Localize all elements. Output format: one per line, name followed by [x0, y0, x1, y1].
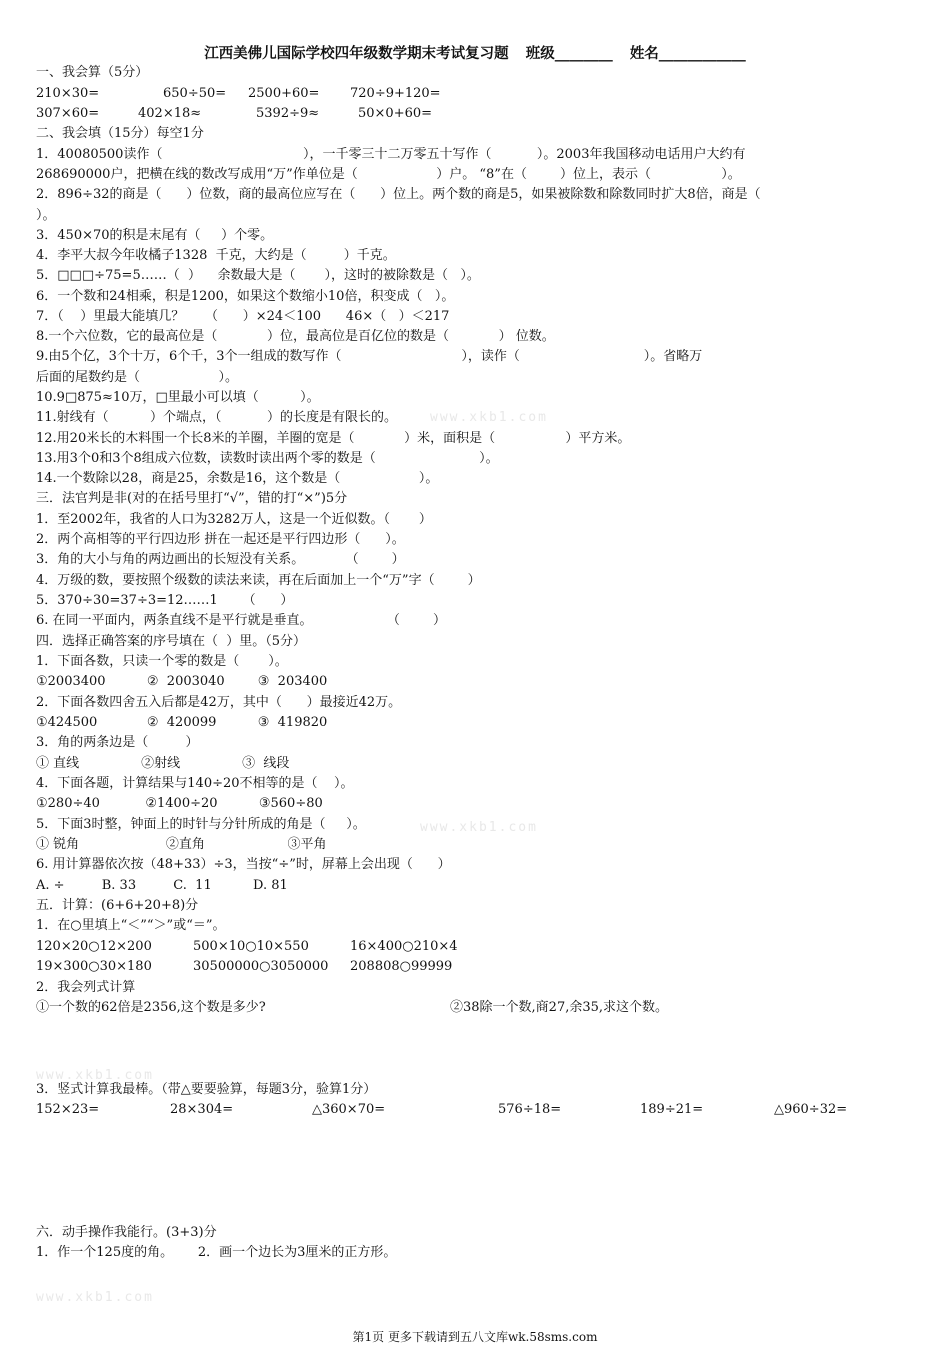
- choice-options: ① 锐角 ②直角 ③平角: [36, 837, 327, 852]
- vertical-calc-item: △360×70=: [312, 1102, 386, 1117]
- fill-question: 268690000户，把横在线的数改写成用“万”作单位是（ ）户。 “8”在（ ）位上，表示（ ）。: [36, 167, 741, 182]
- judge-question: 5．370÷30=37÷3=12……1 （ ）: [36, 593, 294, 608]
- page-title: [0, 42, 950, 63]
- calc-item: 720÷9+120=: [350, 86, 441, 101]
- fill-question: 14.一个数除以28，商是25，余数是16，这个数是（ ）。: [36, 471, 439, 486]
- choice-question: 5．下面3时整，钟面上的时针与分针所成的角是（ ）。: [36, 817, 366, 832]
- fill-question: 10.9□875≈10万，□里最小可以填（ ）。: [36, 390, 320, 405]
- fill-question: ）。: [36, 208, 56, 223]
- vertical-calc-item: 189÷21=: [640, 1102, 704, 1117]
- section2-heading: 二、我会填（15分）每空1分: [36, 126, 204, 141]
- page-footer: 第1页 更多下载请到五八文库wk.58sms.com: [352, 1330, 598, 1344]
- choice-question: 3．角的两条边是（ ）: [36, 735, 199, 750]
- compare-item: 500×10○10×550: [193, 939, 309, 954]
- vertical-calc-item: △960÷32=: [774, 1102, 848, 1117]
- calc-item: 50×0+60=: [358, 106, 433, 121]
- calc-item: 210×30=: [36, 86, 100, 101]
- vertical-calc-item: 576÷18=: [498, 1102, 562, 1117]
- fill-question: 5．□□□÷75=5……（ ） 余数最大是（ ），这时的被除数是（ ）。: [36, 268, 480, 283]
- word-problem-heading: 2．我会列式计算: [36, 980, 136, 995]
- fill-question: 1．40080500读作（ ），一千零三十二万零五十写作（ ）。2003年我国移动电话用户大约有: [36, 147, 746, 162]
- fill-question: 13.用3个0和3个8组成六位数，读数时读出两个零的数是（ ）。: [36, 451, 499, 466]
- calc-item: 650÷50=: [163, 86, 227, 101]
- watermark: www.xkb1.com: [36, 1068, 154, 1083]
- judge-question: 3．角的大小与角的两边画出的长短没有关系。 （ ）: [36, 552, 405, 567]
- calc-item: 402×18≈: [138, 106, 202, 121]
- compare-item: 19×300○30×180: [36, 959, 152, 974]
- watermark: www.xkb1.com: [430, 410, 548, 425]
- fill-question: 8.一个六位数，它的最高位是（ ）位，最高位是百亿位的数是（ ） 位数。: [36, 329, 555, 344]
- vertical-calc-item: 28×304=: [170, 1102, 234, 1117]
- calc-item: 5392÷9≈: [256, 106, 320, 121]
- choice-options: ①424500 ② 420099 ③ 419820: [36, 715, 328, 730]
- fill-question: 9.由5个亿，3个十万，6个千，3个一组成的数写作（ ），读作（ ）。省略万: [36, 349, 703, 364]
- vertical-calc-heading: 3．竖式计算我最棒。（带△要要验算，每题3分，验算1分）: [36, 1082, 377, 1097]
- section4-heading: 四．选择正确答案的序号填在（ ）里。（5分）: [36, 634, 307, 649]
- vertical-calc-item: 152×23=: [36, 1102, 100, 1117]
- class-field[interactable]: 班级________: [525, 45, 613, 62]
- fill-question: 后面的尾数约是（ ）。: [36, 370, 239, 385]
- compare-item: 120×20○12×200: [36, 939, 152, 954]
- calc-item: 2500+60=: [248, 86, 320, 101]
- word-problem: ①一个数的62倍是2356,这个数是多少?: [36, 1000, 266, 1015]
- fill-question: 6．一个数和24相乘，积是1200，如果这个数缩小10倍，积变成（ ）。: [36, 289, 455, 304]
- judge-question: 1．至2002年，我省的人口为3282万人，这是一个近似数。（ ）: [36, 512, 432, 527]
- fill-question: 3．450×70的积是末尾有（ ）个零。: [36, 228, 274, 243]
- choice-question: 6. 用计算器依次按（48+33）÷3，当按“÷”时，屏幕上会出现（ ）: [36, 857, 451, 872]
- calc-item: 307×60=: [36, 106, 100, 121]
- choice-question: 4．下面各题，计算结果与140÷20不相等的是（ ）。: [36, 776, 354, 791]
- compare-item: 208808○99999: [350, 959, 453, 974]
- drawing-task: 1．作一个125度的角。 2．画一个边长为3厘米的正方形。: [36, 1245, 397, 1260]
- choice-options: ①280÷40 ②1400÷20 ③560÷80: [36, 796, 323, 811]
- choice-options: ① 直线 ②射线 ③ 线段: [36, 756, 290, 771]
- judge-question: 6. 在同一平面内，两条直线不是平行就是垂直。 （ ）: [36, 613, 446, 628]
- section5-heading: 五．计算：(6+6+20+8)分: [36, 898, 199, 913]
- section6-heading: 六．动手操作我能行。(3+3)分: [36, 1225, 217, 1240]
- compare-item: 16×400○210×4: [350, 939, 458, 954]
- judge-question: 4．万级的数，要按照个级数的读法来读，再在后面加上一个“万”字（ ）: [36, 573, 481, 588]
- compare-item: 30500000○3050000: [193, 959, 329, 974]
- compare-instruction: 1．在○里填上“＜”“＞”或“＝”。: [36, 918, 226, 933]
- word-problem: ②38除一个数,商27,余35,求这个数。: [450, 1000, 669, 1015]
- fill-question: 11.射线有（ ）个端点，（ ）的长度是有限长的。: [36, 410, 397, 425]
- fill-question: 4．李平大叔今年收橘子1328 千克，大约是（ ）千克。: [36, 248, 396, 263]
- watermark: www.xkb1.com: [420, 820, 538, 835]
- section1-heading: 一、我会算（5分）: [36, 65, 149, 80]
- choice-question: 2．下面各数四舍五入后都是42万，其中（ ）最接近42万。: [36, 695, 402, 710]
- exam-title: 江西美佛儿国际学校四年级数学期末考试复习题: [204, 45, 509, 62]
- watermark: www.xkb1.com: [36, 1290, 154, 1305]
- section3-heading: 三．法官判是非(对的在括号里打“√”，错的打“×”)5分: [36, 491, 348, 506]
- choice-question: 1．下面各数，只读一个零的数是（ ）。: [36, 654, 288, 669]
- fill-question: 7．（ ）里最大能填几？ （ ）×24＜100 46×（ ）＜217: [36, 309, 450, 324]
- name-field[interactable]: 姓名____________: [629, 45, 746, 62]
- choice-options: ①2003400 ② 2003040 ③ 203400: [36, 674, 328, 689]
- choice-options: A. ÷ B. 33 C. 11 D. 81: [36, 878, 288, 893]
- fill-question: 2．896÷32的商是（ ）位数，商的最高位应写在（ ）位上。两个数的商是5，如果被除数和除数同时扩大8倍，商是（: [36, 187, 761, 202]
- fill-question: 12.用20米长的木料围一个长8米的羊圈，羊圈的宽是（ ）米，面积是（ ）平方米。: [36, 431, 631, 446]
- judge-question: 2．两个高相等的平行四边形 拼在一起还是平行四边形（ ）。: [36, 532, 405, 547]
